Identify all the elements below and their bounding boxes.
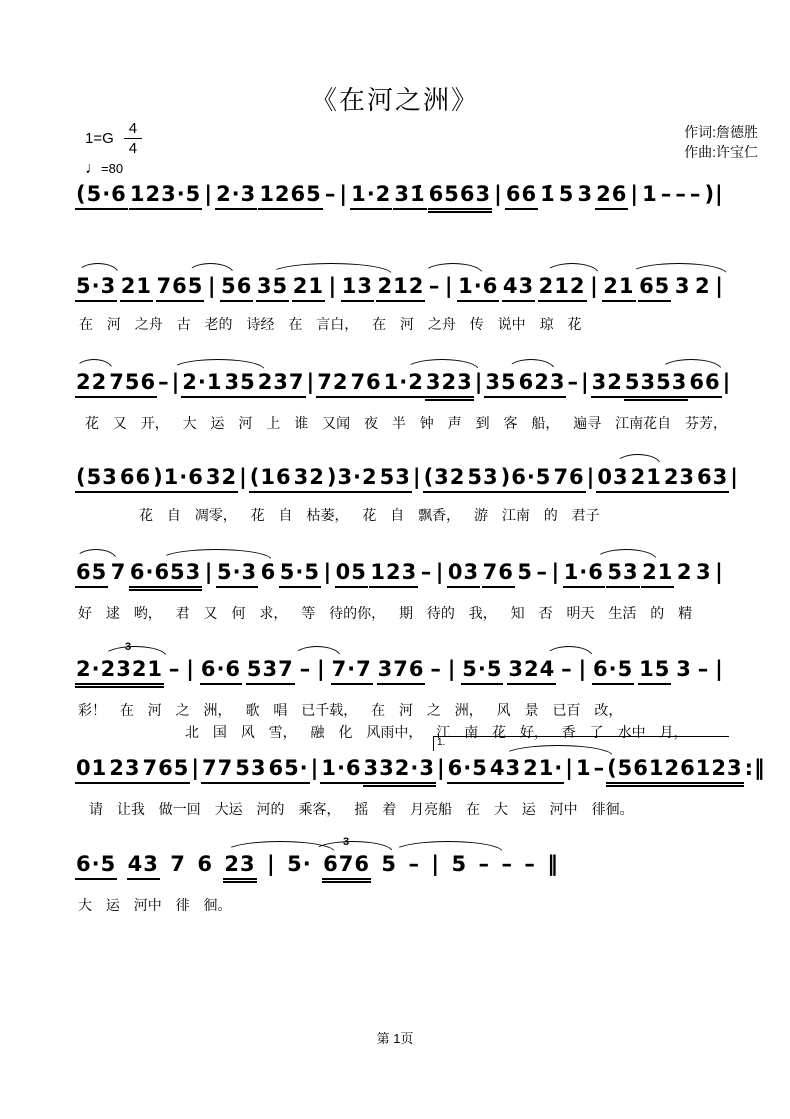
note-group: 03: [447, 560, 480, 588]
slur-arc: [595, 549, 657, 560]
slur-arc: [293, 646, 341, 657]
note-group: –: [501, 852, 513, 876]
note-group: 5·5: [461, 657, 503, 685]
note-group: 123: [369, 560, 418, 588]
lyrics-line-3: 花 又 开， 大 运 河 上 谁 又闻 夜 半 钟 声 到 客 船， 遍寻 江南花自 芬芳，: [85, 415, 728, 432]
barline: |: [436, 756, 446, 780]
barline: |: [715, 274, 724, 298]
barline: |: [444, 274, 454, 298]
note-group: 237: [257, 370, 306, 398]
note-group: 76: [552, 465, 585, 493]
note-group: 6: [260, 560, 277, 584]
notation-line-8: [75, 852, 560, 883]
note-group: 1·6: [563, 560, 605, 588]
note-group: 21: [641, 560, 674, 588]
barline: |: [715, 657, 724, 681]
volta-label: 1.: [437, 737, 446, 748]
slur-arc: [75, 549, 117, 560]
note-group: )3·2: [326, 465, 379, 493]
note-group: 53: [234, 756, 267, 784]
slur-arc: [270, 263, 392, 274]
note-group: 3: [695, 560, 712, 584]
note-group: 1·2: [383, 370, 425, 398]
note-group: 1: [642, 182, 658, 206]
slur-arc: [405, 359, 479, 370]
music-system-7: [75, 737, 766, 819]
note-group: –: [593, 756, 606, 780]
note-group: 1: [575, 756, 592, 780]
credits-block: [684, 122, 758, 162]
note-group: (16: [249, 465, 293, 493]
note-group: 6·5: [75, 852, 117, 880]
barline: |: [580, 370, 590, 394]
music-system-6: [75, 641, 725, 742]
barline: |: [339, 182, 349, 206]
barline: |: [590, 274, 599, 298]
barline: |: [730, 465, 739, 489]
notation-line-7: [75, 756, 766, 787]
page-number: 第 1页: [376, 1031, 414, 1046]
note-group: 15: [638, 657, 671, 685]
note-group: 31̇: [393, 182, 426, 210]
note-group: 2: [676, 560, 693, 584]
lyrics-line-7: 请 让我 做一回 大运 河的 乘客， 摇 着 月亮船 在 大 运 河中 徘徊。: [89, 801, 634, 818]
note-group: 76: [482, 560, 515, 588]
note-group: 05: [335, 560, 368, 588]
lyrics-line-8: 大 运 河中 徘 徊。: [78, 897, 232, 914]
note-group: –: [420, 560, 433, 584]
slur-arc: [545, 646, 593, 657]
barline: |: [239, 465, 248, 489]
note-group: 03: [596, 465, 629, 493]
tempo-value: =80: [101, 161, 124, 176]
note-group: (53: [75, 465, 119, 493]
note-group: 1̇: [540, 182, 556, 206]
slur-arc: [77, 263, 119, 274]
note-group: 332·3: [363, 756, 436, 787]
music-system-8: [75, 836, 560, 915]
slur-arc: [187, 263, 234, 274]
note-group: 13: [341, 274, 374, 302]
note-group: –: [428, 274, 441, 298]
notation-line-5: [75, 560, 725, 591]
notation-line-3: [75, 370, 732, 401]
note-group: 7·7: [331, 657, 373, 685]
note-group: 2·2321: [75, 657, 164, 688]
note-group: 2·3: [215, 182, 257, 210]
note-group: 66: [119, 465, 152, 493]
note-group: 212: [376, 274, 425, 302]
note-group: 63: [696, 465, 729, 493]
note-group: 5·: [287, 852, 312, 876]
note-group: 53: [379, 465, 412, 493]
notation-line-6: [75, 657, 725, 688]
barline: |: [412, 465, 422, 489]
note-group: 1·2: [350, 182, 392, 210]
music-system-2: [75, 274, 725, 334]
barline: |: [191, 756, 200, 780]
note-group: 35: [256, 274, 289, 302]
note-group: 65: [75, 560, 108, 588]
note-group: 5·3: [216, 560, 258, 588]
note-group: (56126123: [606, 756, 744, 787]
note-group: 5: [381, 852, 398, 876]
key-signature: 1=G: [85, 129, 114, 147]
note-group: 7: [110, 560, 127, 584]
notation-line-2: [75, 274, 725, 302]
note-group: 43: [489, 756, 522, 784]
note-group: 21: [120, 274, 153, 302]
note-group: 5: [558, 182, 575, 206]
barline: |: [328, 274, 338, 298]
note-group: 676: [322, 852, 371, 883]
note-group: 65·: [267, 756, 309, 784]
note-group: 65: [638, 274, 671, 302]
barline: |: [186, 657, 195, 681]
note-group: 21: [292, 274, 325, 302]
note-group: 66: [688, 370, 721, 398]
note-group: 26: [595, 182, 628, 210]
note-group: 32: [293, 465, 326, 493]
note-group: 21: [602, 274, 635, 302]
barline: |: [474, 370, 484, 394]
note-group: (5·6: [75, 182, 128, 210]
barline: |: [447, 657, 457, 681]
time-signature: [124, 120, 142, 156]
barline: |: [551, 560, 561, 584]
note-group: 623: [518, 370, 567, 398]
barline: |: [431, 852, 441, 876]
note-group: 23: [663, 465, 696, 493]
quarter-note-icon: ♩: [85, 160, 101, 177]
slur-arc: [507, 359, 555, 370]
barline: |: [310, 756, 320, 780]
note-group: 324: [507, 657, 556, 685]
note-group: –: [536, 560, 549, 584]
note-group: –: [524, 852, 536, 876]
slur-arc: [313, 841, 393, 852]
barline: |: [586, 465, 596, 489]
lyricist-credit: 作词:詹德胜: [684, 124, 758, 140]
tempo-marking: [85, 160, 142, 178]
note-group: 56: [220, 274, 253, 302]
note-group: 3: [676, 657, 692, 681]
note-group: 2·1: [181, 370, 223, 398]
note-group: 01: [75, 756, 108, 784]
note-group: 32: [591, 370, 624, 398]
note-group: –: [478, 852, 491, 876]
time-signature-numerator: 4: [124, 120, 142, 139]
note-group: 5·3: [75, 274, 117, 302]
lyrics-line-2: 在 河 之舟 古 老的 诗经 在 言白， 在 河 之舟 传 说中 琼 花: [79, 316, 582, 333]
note-group: 35: [223, 370, 256, 398]
note-group: –: [430, 657, 442, 681]
note-group: 43: [127, 852, 160, 880]
lyrics-line-4: 花 自 凋零， 花 自 枯萎， 花 自 飘香， 游 江南 的 君子: [139, 507, 600, 524]
barline: |: [323, 560, 333, 584]
note-group: 123·5: [129, 182, 202, 210]
barline: |: [267, 852, 276, 876]
lyrics-line-5: 好 逑 哟， 君 又 何 求， 等 待的你， 期 待的 我， 知 否 明天 生活 的 精: [78, 605, 693, 622]
barline: |: [578, 657, 588, 681]
barline: )|: [704, 182, 724, 206]
music-system-3: [75, 370, 732, 433]
note-group: 5: [517, 560, 534, 584]
lyrics-line-6b: 北 国 风 雪， 融 化 风雨中， 江 南 花 好， 香 了 水中 月，: [185, 724, 688, 741]
note-group: 53: [466, 465, 499, 493]
note-group: 21·: [522, 756, 564, 784]
note-group: 323: [425, 370, 474, 401]
note-group: 23: [223, 852, 256, 883]
note-group: 66: [505, 182, 538, 210]
note-group: 43: [502, 274, 535, 302]
note-group: 6·5: [592, 657, 634, 685]
note-group: 35: [484, 370, 517, 398]
slur-arc: [423, 263, 483, 274]
music-system-5: [75, 560, 725, 623]
note-group: 21: [630, 465, 663, 493]
barline: |: [630, 182, 640, 206]
note-group: –: [168, 657, 181, 681]
barline: |: [494, 182, 503, 206]
notation-line-4: [75, 465, 739, 493]
barline: |: [207, 274, 217, 298]
note-group: –: [697, 657, 710, 681]
note-group: 3: [577, 182, 594, 206]
time-signature-denominator: 4: [128, 140, 138, 157]
note-group: 72: [316, 370, 349, 398]
note-group: 5353: [624, 370, 688, 401]
key-tempo-block: [85, 120, 142, 178]
note-group: (32: [423, 465, 467, 493]
music-system-1: [75, 182, 725, 213]
note-group: 537: [246, 657, 295, 685]
note-group: 6·6: [200, 657, 242, 685]
note-group: 23: [108, 756, 141, 784]
slur-arc: [630, 263, 727, 274]
notation-line-1: [75, 182, 725, 213]
barline: |: [171, 370, 181, 394]
note-group: –: [408, 852, 420, 876]
barline: |: [204, 560, 214, 584]
note-group: –: [561, 657, 573, 681]
note-group: –: [158, 370, 170, 394]
note-group: –: [299, 657, 312, 681]
note-group: )6·5: [500, 465, 553, 493]
note-group: –: [567, 370, 579, 394]
slur-arc: [393, 841, 503, 852]
note-group: 756: [108, 370, 157, 398]
note-group: 32: [205, 465, 238, 493]
note-group: 6563: [428, 182, 492, 213]
song-title: 《在河之洲》: [310, 86, 479, 115]
triplet-number: 3: [343, 836, 350, 848]
note-group: 22: [75, 370, 108, 398]
note-group: 6: [197, 852, 213, 876]
note-group: 765: [156, 274, 205, 302]
note-group: 765: [141, 756, 190, 784]
note-group: 6·5: [447, 756, 489, 784]
slur-arc: [160, 549, 272, 560]
music-system-4: [75, 465, 739, 525]
note-group: 6·653: [129, 560, 202, 591]
triplet-number: 3: [125, 641, 132, 653]
note-group: 77: [201, 756, 234, 784]
composer-credit: 作曲:许宝仁: [684, 144, 758, 160]
lyrics-line-6a: 彩！ 在 河 之 洲， 歌 唱 已千载， 在 河 之 洲， 风 景 已百 改，: [78, 702, 623, 719]
barline: |: [435, 560, 445, 584]
barline: :‖: [744, 756, 766, 780]
slur-arc: [615, 454, 661, 465]
note-group: 376: [377, 657, 426, 685]
barline: |: [317, 657, 326, 681]
note-group: 1·6: [457, 274, 499, 302]
note-group: 1·6: [320, 756, 362, 784]
volta-bracket-1: [433, 736, 729, 751]
note-group: –: [660, 182, 673, 206]
note-group: 212: [538, 274, 587, 302]
slur-arc: [103, 646, 167, 657]
note-group: –: [324, 182, 337, 206]
slur-arc: [171, 359, 265, 370]
note-group: 5: [451, 852, 468, 876]
barline: |: [722, 370, 732, 394]
note-group: 2: [695, 274, 711, 298]
note-group: )1·6: [152, 465, 205, 493]
note-group: 1265: [258, 182, 322, 210]
note-group: 3: [674, 274, 691, 298]
barline: |: [715, 560, 724, 584]
barline: |: [565, 756, 574, 780]
note-group: –: [689, 182, 702, 206]
slur-arc: [660, 359, 722, 370]
slur-arc: [545, 263, 599, 274]
barline: |: [306, 370, 316, 394]
note-group: 7: [170, 852, 186, 876]
barline: ‖: [547, 852, 559, 876]
slur-arc: [75, 359, 113, 370]
note-group: 5·5: [279, 560, 321, 588]
note-group: –: [675, 182, 687, 206]
note-group: 76: [349, 370, 382, 398]
barline: |: [204, 182, 214, 206]
note-group: 53: [606, 560, 639, 588]
